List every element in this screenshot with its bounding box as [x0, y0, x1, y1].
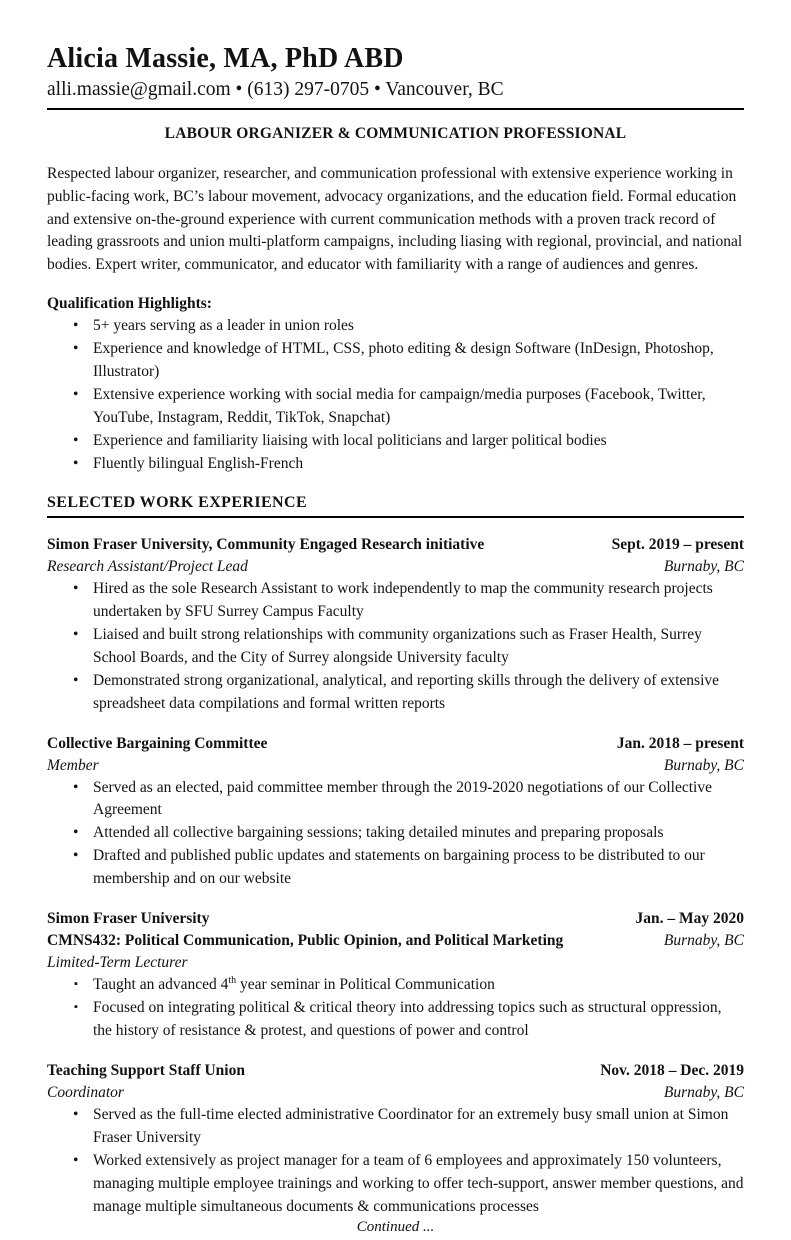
job-dates: Jan. 2018 – present: [616, 734, 744, 752]
qualifications-section: [47, 293, 744, 476]
headline-title: LABOUR ORGANIZER & COMMUNICATION PROFESSIONAL: [164, 124, 627, 142]
bullet-item: ▪ Focused on integrating political & critical theory into addressing topics such as structural oppression, the history of resistance & protest, and questions of power and control: [47, 997, 744, 1043]
job-role-location: Burnaby, BC: [663, 756, 744, 774]
job-title: Simon Fraser University, Community Engaged Research initiative: [47, 535, 485, 553]
job-entry: [47, 733, 744, 892]
job-role: Member: [47, 756, 99, 774]
qualification-list: [47, 315, 744, 476]
job-dates: Nov. 2018 – Dec. 2019: [600, 1062, 744, 1079]
job-role-row: [47, 556, 744, 578]
continued-footer: Continued ...: [356, 1218, 435, 1235]
bullet-item: • Drafted and published public updates and statements on bargaining process to be distributed to our membership and on our website: [47, 845, 744, 891]
jobs: [47, 518, 744, 1219]
bullet-item: • 5+ years serving as a leader in union roles: [47, 315, 744, 338]
job-role-row: [47, 952, 744, 974]
job-role: Research Assistant/Project Lead: [47, 557, 248, 575]
bullet-item: • Hired as the sole Research Assistant to work independently to map the community research projects undertaken by SFU Surrey Campus Faculty: [47, 578, 744, 624]
bullet-item: • Attended all collective bargaining sessions; taking detailed minutes and preparing proposals: [47, 822, 744, 845]
job-role-row: [47, 755, 744, 777]
bullet-item: • Demonstrated strong organizational, analytical, and reporting skills through the delivery of extensive spreadsheet data compilations and formal written reports: [47, 670, 744, 716]
bullet-item: • Experience and knowledge of HTML, CSS, photo editing & design Software (InDesign, Photoshop, Illustrator): [47, 338, 744, 384]
job-role-location: Burnaby, BC: [663, 1084, 744, 1101]
job-role: Limited-Term Lecturer: [47, 954, 188, 972]
job-title: Teaching Support Staff Union: [47, 1062, 245, 1079]
qualifications-heading: Qualification Highlights:: [47, 294, 212, 312]
job-bullet-list: [47, 777, 744, 892]
bullet-item: • Experience and familiarity liaising with local politicians and larger political bodies: [47, 430, 744, 453]
job-entry: [47, 1060, 744, 1219]
job-title: Simon Fraser University: [47, 910, 210, 928]
bullet-item: • Liaised and built strong relationships with community organizations such as Fraser Health, Surrey School Boards, and the City of Surrey alongside University faculty: [47, 624, 744, 670]
bullet-item: • Fluently bilingual English-French: [47, 453, 744, 476]
job-role-location: Burnaby, BC: [663, 557, 744, 575]
summary-paragraph: Respected labour organizer, researcher, and communication professional with extensive experience working in public-facing work, BC’s labour movement, advocacy organizations, and the education field. Formal education and extensive on-the-ground experience with current communication methods with a proven track record of leading grassroots and union multi-platform campaigns, including liasing with regional, provincial, and national bodies. Expert writer, communicator, and educator with familiarity with a range of audiences and genres.: [47, 164, 743, 274]
job-entry: [47, 534, 744, 716]
bullet-item: • Served as the full-time elected administrative Coordinator for an extremely busy small union at Simon Fraser University: [47, 1104, 744, 1150]
bullet-item: • Served as an elected, paid committee member through the 2019-2020 negotiations of our Collective Agreement: [47, 777, 744, 823]
job-title-row: [47, 908, 744, 930]
bullet-item: • Worked extensively as project manager for a team of 6 employees and approximately 150 volunteers, managing multiple employee trainings and working to offer tech-support, answer member questions, and manage multiple simultaneous documents & communications processes: [47, 1150, 744, 1219]
job-title: Collective Bargaining Committee: [47, 734, 268, 752]
job-bullet-list: [47, 974, 744, 1043]
job-subtitle: CMNS432: Political Communication, Public Opinion, and Political Marketing: [47, 932, 564, 950]
job-title-row: [47, 534, 744, 556]
job-title-row: [47, 733, 744, 755]
job-bullet-list: [47, 1104, 744, 1219]
job-dates: Sept. 2019 – present: [611, 535, 744, 553]
job-bullet-list: [47, 578, 744, 716]
person-name: Alicia Massie, MA, PhD ABD: [47, 43, 404, 74]
bullet-item: • Extensive experience working with social media for campaign/media purposes (Facebook, Twitter, YouTube, Instagram, Reddit, TikTok, Snapchat): [47, 384, 744, 430]
contact-line: alli.massie@gmail.com • (613) 297-0705 • Vancouver, BC: [47, 76, 744, 110]
job-location: Burnaby, BC: [663, 932, 744, 950]
job-title-row: [47, 1060, 744, 1082]
job-role-row: [47, 1082, 744, 1104]
work-experience-heading: SELECTED WORK EXPERIENCE: [47, 494, 744, 518]
job-subtitle-row: [47, 930, 744, 952]
job-dates: Jan. – May 2020: [635, 910, 744, 928]
bullet-item: ▪ Taught an advanced 4th year seminar in Political Communication: [47, 974, 744, 997]
job-role: Coordinator: [47, 1084, 124, 1101]
